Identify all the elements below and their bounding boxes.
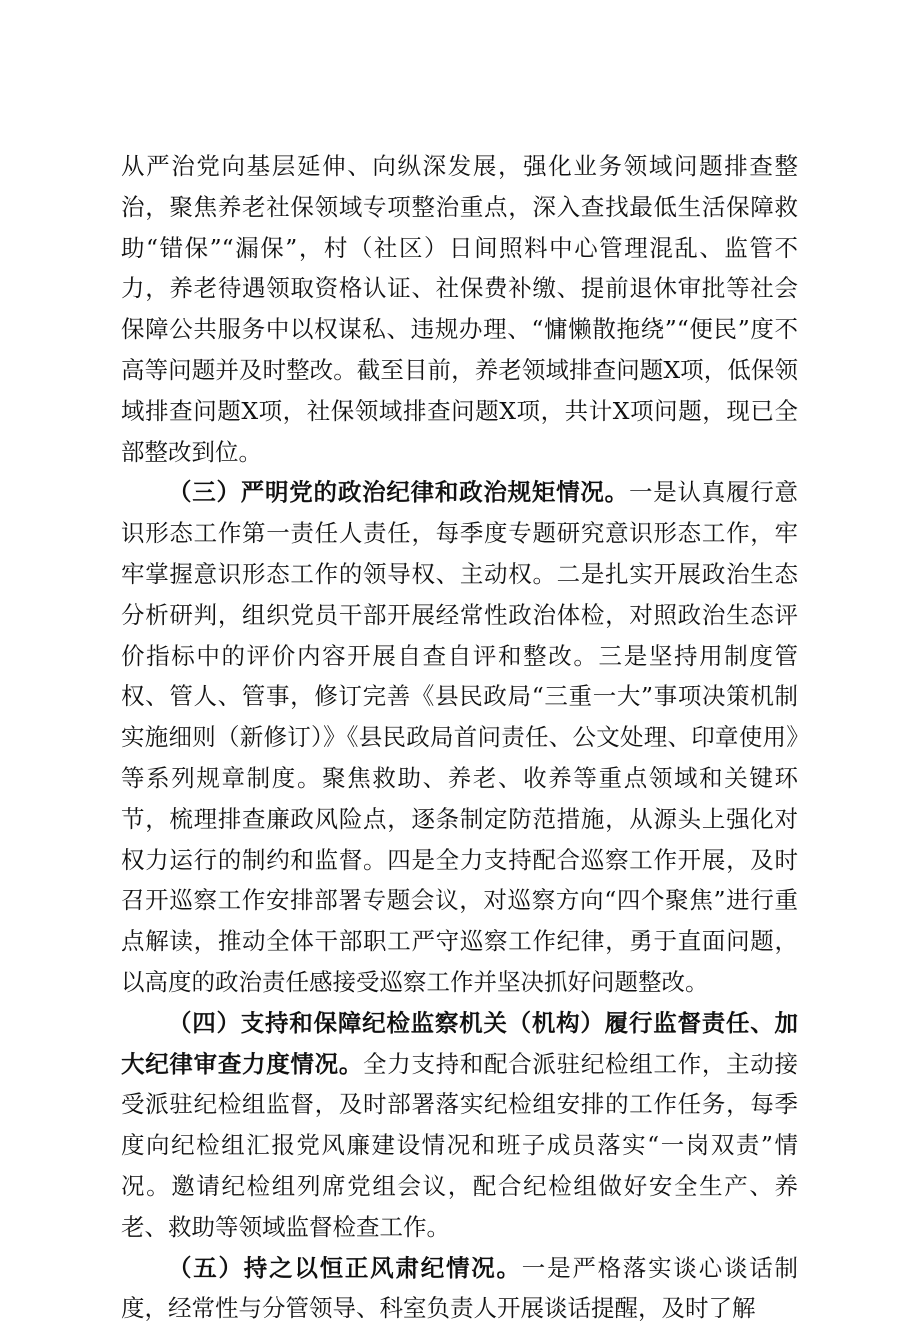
paragraph-section-4 [121,1003,798,1248]
paragraph-body: 全力支持和配合派驻纪检组工作，主动接受派驻纪检组监督，及时部署落实纪检组安排的工作任务，每季度向纪检组汇报党风廉建设情况和班子成员落实“一岗双责”情况。邀请纪检组列席党组会议，配合纪检组做好安全生产、养老、救助等领域监督检查工作。 [121,1049,799,1241]
paragraph-section-3 [121,472,798,1002]
paragraph-section-5 [121,1248,798,1329]
document-page [121,146,798,1329]
paragraph-continuation [121,146,798,472]
paragraph-body: 一是认真履行意识形态工作第一责任人责任，每季度专题研究意识形态工作，牢牢掌握意识形态工作的领导权、主动权。二是扎实开展政治生态分析研判，组织党员干部开展经常性政治体检，对照政治生态评价指标中的评价内容开展自查自评和整改。三是坚持用制度管权、管人、管事，修订完善《县民政局“三重一大”事项决策机制实施细则（新修订）》《县民政局首问责任、公文处理、印章使用》等系列规章制度。聚焦救助、养老、收养等重点领域和关键环节，梳理排查廉政风险点，逐条制定防范措施，从源头上强化对权力运行的制约和监督。四是全力支持配合巡察工作开展，及时召开巡察工作安排部署专题会议，对巡察方向“四个聚焦”进行重点解读，推动全体干部职工严守巡察工作纪律，勇于直面问题，以高度的政治责任感接受巡察工作并坚决抓好问题整改。 [121,478,799,996]
section-heading: （五）持之以恒正风肃纪情况。 [168,1253,522,1282]
paragraph-body: 从严治党向基层延伸、向纵深发展，强化业务领域问题排查整治，聚焦养老社保领域专项整治重点，深入查找最低生活保障救助“错保”“漏保”，村（社区）日间照料中心管理混乱、监管不力，养老待遇领取资格认证、社保费补缴、提前退休审批等社会保障公共服务中以权谋私、违规办理、“慵懒散拖绕”“便民”度不高等问题并及时整改。截至目前，养老领域排查问题X项，低保领域排查问题X项，社保领域排查问题X项，共计X项问题，现已全部整改到位。 [121,152,798,466]
section-heading: （三）严明党的政治纪律和政治规矩情况。 [168,478,629,507]
section-heading: （四）支持和保障纪检监察机关（机构）履行监督责任、加大纪律审查力度情况。 [121,1008,798,1078]
paragraph-body: 一是严格落实谈心谈话制度，经常性与分管领导、科室负责人开展谈话提醒，及时了解 [121,1253,799,1323]
